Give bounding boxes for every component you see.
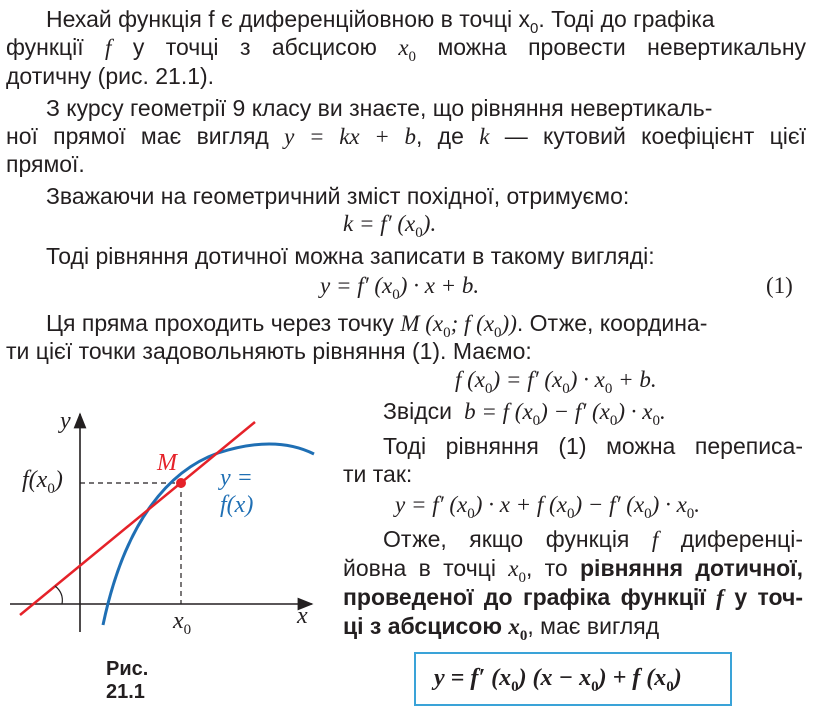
text-span: диференці- xyxy=(680,526,803,552)
math-symbol: $x_0$ xyxy=(508,556,526,586)
text-span: , має вигляд xyxy=(527,613,660,639)
equation-b: b = f $(x_0) - f'$ $(x_0) \cdot x_0$. xyxy=(458,399,666,429)
tangent-graph xyxy=(0,400,340,700)
point-M-label: M xyxy=(157,450,177,476)
text-span: . Отже, координа- xyxy=(516,310,708,336)
text-line xyxy=(383,398,666,429)
text-span: — кутовий коефіцієнт цієї xyxy=(504,123,807,149)
bold-text: ці з абсцисою xyxy=(343,613,502,639)
fx0-label: $f(x_0)$ xyxy=(22,467,63,497)
equation-tangent-1: y = f′ $(x_0) \cdot x + b$. xyxy=(320,273,480,303)
text-span: , то xyxy=(525,555,568,581)
text-span: можна провести невертикальну xyxy=(437,34,807,60)
math-expression: y = kx + b xyxy=(284,124,416,149)
equation-k: k = f′ $(x_0)$. xyxy=(343,211,437,241)
math-symbol: k xyxy=(479,124,490,149)
text-line: прямої. xyxy=(6,151,85,177)
text-line: Тоді рівняння (1) можна переписа- xyxy=(383,433,803,459)
equation-tangent-2: y = f′ $(x_0) \cdot x + f$ $(x_0) - f'$ $(x_0) \cdot x_0$. xyxy=(395,492,701,522)
text-span: йовна в точці xyxy=(343,555,496,581)
text-line xyxy=(343,613,659,644)
text-line: дотичну (рис. 21.1). xyxy=(6,63,215,89)
justified-line xyxy=(6,123,806,150)
text-span: ної прямої має вигляд xyxy=(6,123,269,149)
text-line xyxy=(383,526,803,553)
math-symbol: $x_0$ xyxy=(398,35,417,65)
math-symbol: f xyxy=(105,35,112,60)
text-span: Отже, якщо функція xyxy=(383,526,630,552)
text-line xyxy=(46,310,707,341)
equation-number: (1) xyxy=(766,273,793,298)
tangent-formula: y = f′ $(x_0) (x - x_0) + f$ $(x_0)$ xyxy=(434,665,682,695)
function-curve xyxy=(103,444,314,625)
text-line: ти так: xyxy=(343,461,413,487)
angle-arc xyxy=(55,586,62,604)
bold-text: рівняння дотичної, xyxy=(580,555,804,581)
text-line: З курсу геометрії 9 класу ви знаєте, що рівняння невертикаль- xyxy=(46,95,713,121)
bold-text: проведеної до графіка функції xyxy=(343,584,706,610)
text-span: Нехай функція f є диференційовною в точці x xyxy=(46,6,530,32)
text-line: ти цієї точки задовольняють рівняння (1). Маємо: xyxy=(6,338,532,364)
equation-fx0: f $(x_0) = f'$ $(x_0) \cdot x_0 + b$. xyxy=(455,367,657,397)
text-span: Ця пряма проходить через точку xyxy=(46,310,394,336)
text-line xyxy=(46,6,715,36)
justified-line xyxy=(383,526,803,553)
text-span: Звідси xyxy=(383,398,452,424)
text-line xyxy=(343,555,803,586)
text-line: Тоді рівняння дотичної можна записати в такому вигляді: xyxy=(46,243,655,269)
subscript: 0 xyxy=(530,20,539,37)
text-span: у точці з абсцисою xyxy=(132,34,377,60)
text-line xyxy=(6,34,806,65)
text-span: . Тоді до графіка xyxy=(538,6,715,32)
curve-label: y = f(x) xyxy=(220,465,254,518)
x-axis-label: x xyxy=(297,603,308,629)
point-M-dot xyxy=(176,478,186,488)
justified-line xyxy=(343,584,803,611)
y-axis-label: y xyxy=(60,408,71,434)
text-span: , де xyxy=(415,123,464,149)
figure-caption: Рис. 21.1 xyxy=(106,658,149,703)
text-line xyxy=(343,584,803,611)
math-symbol: $x_0$ xyxy=(508,614,528,644)
text-line xyxy=(6,123,806,150)
point-M: M ($x_0$; f $(x_0)$) xyxy=(400,311,517,341)
text-line: Зважаючи на геометричний зміст похідної, отримуємо: xyxy=(46,183,630,209)
bold-text: у точ- xyxy=(734,584,804,610)
text-span: функції xyxy=(6,34,84,60)
math-symbol: f xyxy=(651,527,659,552)
x0-label: $x_0$ xyxy=(173,608,192,638)
tangent-formula-box xyxy=(414,652,732,706)
justified-line xyxy=(343,555,803,586)
math-symbol: f xyxy=(716,585,724,610)
justified-line xyxy=(6,34,806,65)
